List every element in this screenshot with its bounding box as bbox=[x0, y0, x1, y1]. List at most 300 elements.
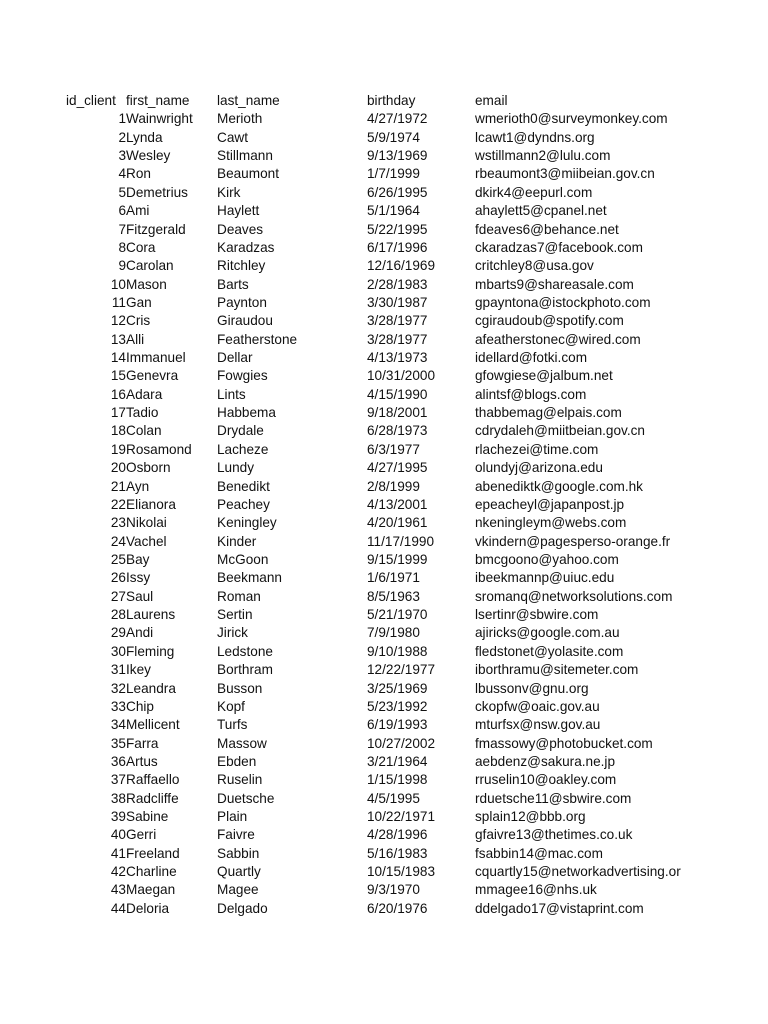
table-row bbox=[66, 331, 705, 349]
table-row bbox=[66, 716, 705, 734]
cell-id-value: 42 bbox=[110, 864, 126, 880]
cell-id-client bbox=[66, 808, 126, 826]
cell-email: olundyj@arizona.edu bbox=[475, 460, 603, 476]
table-row bbox=[66, 900, 705, 918]
cell-first-name: Chip bbox=[126, 698, 154, 714]
cell-id-client bbox=[66, 514, 126, 532]
cell-id-value: 36 bbox=[110, 753, 126, 769]
table-row bbox=[66, 184, 705, 202]
cell-id-client bbox=[66, 459, 126, 477]
cell-id-value: 2 bbox=[118, 129, 126, 145]
cell-email: nkeningleym@webs.com bbox=[475, 515, 627, 531]
cell-id-value: 34 bbox=[110, 717, 126, 733]
table-row bbox=[66, 221, 705, 239]
cell-id-client bbox=[66, 716, 126, 734]
cell-birthday: 6/26/1995 bbox=[367, 184, 428, 200]
cell-first-name: Rosamond bbox=[126, 441, 192, 457]
cell-id-client bbox=[66, 533, 126, 551]
cell-id-value: 16 bbox=[110, 386, 126, 402]
cell-email: ddelgado17@vistaprint.com bbox=[475, 900, 644, 916]
cell-first-name: Ikey bbox=[126, 662, 151, 678]
cell-first-name: Adara bbox=[126, 386, 163, 402]
cell-id-value: 21 bbox=[110, 478, 126, 494]
cell-id-client bbox=[66, 698, 126, 716]
cell-id-client bbox=[66, 863, 126, 881]
cell-email: splain12@bbb.org bbox=[475, 809, 586, 825]
cell-id-value: 35 bbox=[110, 735, 126, 751]
table-row bbox=[66, 863, 705, 881]
cell-email: fmassowy@photobucket.com bbox=[475, 735, 653, 751]
cell-id-client bbox=[66, 826, 126, 844]
cell-id-client bbox=[66, 441, 126, 459]
cell-last-name: Turfs bbox=[217, 717, 248, 733]
table-row bbox=[66, 441, 705, 459]
table-header-row bbox=[66, 92, 705, 110]
cell-birthday: 3/30/1987 bbox=[367, 294, 428, 310]
table-row bbox=[66, 386, 705, 404]
cell-birthday: 1/15/1998 bbox=[367, 772, 428, 788]
cell-email: lsertinr@sbwire.com bbox=[475, 607, 599, 623]
cell-first-name: Bay bbox=[126, 551, 150, 567]
cell-first-name: Cora bbox=[126, 239, 156, 255]
table-row bbox=[66, 845, 705, 863]
cell-last-name: Lundy bbox=[217, 460, 255, 476]
cell-last-name: Duetsche bbox=[217, 790, 275, 806]
cell-birthday: 7/9/1980 bbox=[367, 625, 420, 641]
cell-id-value: 17 bbox=[110, 405, 126, 421]
cell-last-name: Drydale bbox=[217, 423, 264, 439]
table-row bbox=[66, 129, 705, 147]
cell-first-name: Genevra bbox=[126, 368, 179, 384]
cell-birthday: 4/28/1996 bbox=[367, 827, 428, 843]
cell-first-name: Osborn bbox=[126, 460, 171, 476]
cell-birthday: 6/3/1977 bbox=[367, 441, 420, 457]
cell-email: vkindern@pagesperso-orange.fr bbox=[475, 533, 671, 549]
table-row bbox=[66, 790, 705, 808]
cell-last-name: Haylett bbox=[217, 203, 260, 219]
cell-first-name: Alli bbox=[126, 331, 145, 347]
header-last-name: last_name bbox=[217, 93, 280, 108]
cell-birthday: 5/23/1992 bbox=[367, 698, 428, 714]
cell-email: ckopfw@oaic.gov.au bbox=[475, 698, 600, 714]
cell-id-value: 29 bbox=[110, 625, 126, 641]
cell-birthday: 2/28/1983 bbox=[367, 276, 428, 292]
cell-last-name: Ruselin bbox=[217, 772, 263, 788]
cell-last-name: Stillmann bbox=[217, 148, 273, 164]
table-row bbox=[66, 349, 705, 367]
cell-email: wmerioth0@surveymonkey.com bbox=[475, 111, 668, 127]
cell-id-client bbox=[66, 331, 126, 349]
cell-id-client bbox=[66, 845, 126, 863]
table-row bbox=[66, 808, 705, 826]
cell-id-value: 12 bbox=[110, 313, 126, 329]
cell-last-name: Barts bbox=[217, 276, 249, 292]
cell-id-value: 15 bbox=[110, 368, 126, 384]
table-row bbox=[66, 422, 705, 440]
table-row bbox=[66, 496, 705, 514]
cell-last-name: Lacheze bbox=[217, 441, 269, 457]
cell-id-client bbox=[66, 129, 126, 147]
cell-birthday: 5/9/1974 bbox=[367, 129, 420, 145]
cell-last-name: Magee bbox=[217, 882, 259, 898]
cell-first-name: Nikolai bbox=[126, 515, 167, 531]
cell-last-name: Kinder bbox=[217, 533, 257, 549]
cell-first-name: Artus bbox=[126, 753, 158, 769]
cell-first-name: Sabine bbox=[126, 809, 169, 825]
cell-id-client bbox=[66, 165, 126, 183]
cell-last-name: Peachey bbox=[217, 496, 270, 512]
cell-first-name: Leandra bbox=[126, 680, 176, 696]
cell-birthday: 8/5/1963 bbox=[367, 588, 420, 604]
cell-last-name: Quartly bbox=[217, 864, 261, 880]
cell-id-value: 14 bbox=[110, 350, 126, 366]
cell-id-client bbox=[66, 110, 126, 128]
cell-id-value: 37 bbox=[110, 772, 126, 788]
cell-email: wstillmann2@lulu.com bbox=[475, 148, 611, 164]
cell-id-client bbox=[66, 790, 126, 808]
cell-id-value: 30 bbox=[110, 643, 126, 659]
cell-last-name: Sertin bbox=[217, 607, 253, 623]
cell-id-client bbox=[66, 771, 126, 789]
cell-id-value: 28 bbox=[110, 607, 126, 623]
cell-id-client bbox=[66, 422, 126, 440]
cell-first-name: Immanuel bbox=[126, 350, 186, 366]
cell-id-value: 43 bbox=[110, 882, 126, 898]
cell-id-value: 11 bbox=[111, 294, 126, 310]
cell-birthday: 6/19/1993 bbox=[367, 717, 428, 733]
cell-id-value: 13 bbox=[110, 331, 126, 347]
cell-last-name: Keningley bbox=[217, 515, 277, 531]
cell-id-client bbox=[66, 239, 126, 257]
cell-email: ckaradzas7@facebook.com bbox=[475, 239, 643, 255]
cell-id-value: 6 bbox=[118, 203, 126, 219]
table-row bbox=[66, 551, 705, 569]
cell-last-name: Beaumont bbox=[217, 166, 279, 182]
cell-last-name: Fowgies bbox=[217, 368, 268, 384]
cell-birthday: 4/13/1973 bbox=[367, 350, 428, 366]
table-row bbox=[66, 294, 705, 312]
cell-id-value: 18 bbox=[110, 423, 126, 439]
cell-last-name: Deaves bbox=[217, 221, 264, 237]
cell-id-client bbox=[66, 276, 126, 294]
cell-id-client bbox=[66, 735, 126, 753]
cell-last-name: Giraudou bbox=[217, 313, 273, 329]
cell-id-value: 31 bbox=[110, 662, 126, 678]
cell-id-value: 20 bbox=[110, 460, 126, 476]
cell-birthday: 5/16/1983 bbox=[367, 845, 428, 861]
cell-birthday: 2/8/1999 bbox=[367, 478, 420, 494]
cell-birthday: 6/28/1973 bbox=[367, 423, 428, 439]
cell-first-name: Gerri bbox=[126, 827, 157, 843]
cell-email: lbussonv@gnu.org bbox=[475, 680, 589, 696]
cell-last-name: Cawt bbox=[217, 129, 248, 145]
cell-birthday: 10/27/2002 bbox=[367, 735, 436, 751]
cell-id-value: 5 bbox=[118, 184, 126, 200]
cell-id-value: 7 bbox=[118, 221, 126, 237]
cell-birthday: 9/13/1969 bbox=[367, 148, 428, 164]
cell-first-name: Mason bbox=[126, 276, 167, 292]
cell-id-value: 26 bbox=[110, 570, 126, 586]
cell-id-client bbox=[66, 624, 126, 642]
cell-first-name: Vachel bbox=[126, 533, 167, 549]
cell-last-name: Massow bbox=[217, 735, 267, 751]
cell-first-name: Radcliffe bbox=[126, 790, 179, 806]
table-row bbox=[66, 588, 705, 606]
cell-id-client bbox=[66, 680, 126, 698]
cell-last-name: Borthram bbox=[217, 662, 273, 678]
cell-last-name: Paynton bbox=[217, 294, 267, 310]
cell-last-name: Kopf bbox=[217, 698, 245, 714]
table-row bbox=[66, 826, 705, 844]
cell-last-name: Ebden bbox=[217, 753, 257, 769]
cell-id-value: 25 bbox=[110, 551, 126, 567]
cell-birthday: 5/1/1964 bbox=[367, 203, 420, 219]
cell-first-name: Tadio bbox=[126, 405, 159, 421]
cell-first-name: Deloria bbox=[126, 900, 170, 916]
cell-id-client bbox=[66, 349, 126, 367]
cell-email: ibeekmannp@uiuc.edu bbox=[475, 570, 615, 586]
table-row bbox=[66, 202, 705, 220]
cell-birthday: 3/28/1977 bbox=[367, 313, 428, 329]
table-row bbox=[66, 147, 705, 165]
cell-id-value: 4 bbox=[118, 166, 126, 182]
cell-email: fledstonet@yolasite.com bbox=[475, 643, 624, 659]
cell-id-value: 39 bbox=[110, 809, 126, 825]
cell-last-name: Dellar bbox=[217, 350, 253, 366]
cell-id-value: 40 bbox=[110, 827, 126, 843]
table-row bbox=[66, 881, 705, 899]
cell-id-value: 1 bbox=[118, 111, 126, 127]
cell-birthday: 12/16/1969 bbox=[367, 258, 436, 274]
cell-first-name: Saul bbox=[126, 588, 154, 604]
cell-email: bmcgoono@yahoo.com bbox=[475, 551, 619, 567]
table-row bbox=[66, 257, 705, 275]
cell-email: cdrydaleh@miitbeian.gov.cn bbox=[475, 423, 645, 439]
cell-last-name: McGoon bbox=[217, 551, 269, 567]
cell-last-name: Roman bbox=[217, 588, 261, 604]
cell-email: mturfsx@nsw.gov.au bbox=[475, 717, 601, 733]
cell-id-client bbox=[66, 184, 126, 202]
cell-id-client bbox=[66, 202, 126, 220]
cell-first-name: Carolan bbox=[126, 258, 174, 274]
cell-id-client bbox=[66, 221, 126, 239]
cell-first-name: Charline bbox=[126, 864, 177, 880]
cell-birthday: 10/31/2000 bbox=[367, 368, 436, 384]
table-row bbox=[66, 680, 705, 698]
cell-first-name: Elianora bbox=[126, 496, 176, 512]
cell-email: cgiraudoub@spotify.com bbox=[475, 313, 624, 329]
cell-email: mbarts9@shareasale.com bbox=[475, 276, 634, 292]
cell-email: idellard@fotki.com bbox=[475, 350, 588, 366]
table-row bbox=[66, 643, 705, 661]
cell-email: gpayntona@istockphoto.com bbox=[475, 294, 651, 310]
cell-id-value: 33 bbox=[110, 698, 126, 714]
cell-birthday: 9/10/1988 bbox=[367, 643, 428, 659]
cell-last-name: Lints bbox=[217, 386, 246, 402]
cell-birthday: 1/7/1999 bbox=[367, 166, 420, 182]
cell-id-client bbox=[66, 606, 126, 624]
cell-id-client bbox=[66, 386, 126, 404]
cell-last-name: Delgado bbox=[217, 900, 268, 916]
cell-id-value: 10 bbox=[110, 276, 126, 292]
cell-last-name: Plain bbox=[217, 809, 248, 825]
cell-last-name: Benedikt bbox=[217, 478, 270, 494]
cell-first-name: Ami bbox=[126, 203, 150, 219]
cell-birthday: 4/15/1990 bbox=[367, 386, 428, 402]
cell-email: fsabbin14@mac.com bbox=[475, 845, 603, 861]
cell-first-name: Demetrius bbox=[126, 184, 188, 200]
header-first-name: first_name bbox=[126, 93, 190, 108]
cell-last-name: Sabbin bbox=[217, 845, 260, 861]
header-id-client: id_client bbox=[66, 93, 116, 108]
cell-last-name: Busson bbox=[217, 680, 263, 696]
cell-id-client bbox=[66, 588, 126, 606]
cell-id-client bbox=[66, 661, 126, 679]
cell-email: critchley8@usa.gov bbox=[475, 258, 594, 274]
table-row bbox=[66, 698, 705, 716]
table-row bbox=[66, 771, 705, 789]
cell-id-value: 19 bbox=[110, 441, 126, 457]
cell-email: alintsf@blogs.com bbox=[475, 386, 587, 402]
cell-birthday: 6/20/1976 bbox=[367, 900, 428, 916]
cell-id-client bbox=[66, 257, 126, 275]
cell-first-name: Issy bbox=[126, 570, 151, 586]
cell-birthday: 4/20/1961 bbox=[367, 515, 428, 531]
cell-email: rbeaumont3@miibeian.gov.cn bbox=[475, 166, 655, 182]
cell-email: mmagee16@nhs.uk bbox=[475, 882, 597, 898]
cell-email: rlachezei@time.com bbox=[475, 441, 599, 457]
cell-last-name: Jirick bbox=[217, 625, 248, 641]
cell-id-client bbox=[66, 881, 126, 899]
cell-id-client bbox=[66, 367, 126, 385]
table-row bbox=[66, 753, 705, 771]
cell-birthday: 11/17/1990 bbox=[367, 533, 435, 549]
table-row bbox=[66, 404, 705, 422]
cell-last-name: Kirk bbox=[217, 184, 241, 200]
cell-id-client bbox=[66, 478, 126, 496]
cell-id-value: 41 bbox=[110, 845, 126, 861]
cell-first-name: Fitzgerald bbox=[126, 221, 186, 237]
table-body bbox=[66, 110, 705, 918]
cell-birthday: 3/25/1969 bbox=[367, 680, 428, 696]
cell-birthday: 5/22/1995 bbox=[367, 221, 428, 237]
cell-birthday: 3/28/1977 bbox=[367, 331, 428, 347]
cell-email: cquartly15@networkadvertising.or bbox=[475, 864, 681, 880]
cell-birthday: 9/15/1999 bbox=[367, 551, 428, 567]
cell-last-name: Habbema bbox=[217, 405, 276, 421]
cell-first-name: Ayn bbox=[126, 478, 150, 494]
table-row bbox=[66, 478, 705, 496]
cell-first-name: Wesley bbox=[126, 148, 171, 164]
cell-id-value: 8 bbox=[118, 239, 126, 255]
cell-first-name: Gan bbox=[126, 294, 152, 310]
table-row bbox=[66, 165, 705, 183]
cell-birthday: 5/21/1970 bbox=[367, 607, 428, 623]
cell-id-value: 27 bbox=[110, 588, 126, 604]
cell-id-client bbox=[66, 569, 126, 587]
cell-id-value: 38 bbox=[110, 790, 126, 806]
cell-first-name: Farra bbox=[126, 735, 159, 751]
cell-email: sromanq@networksolutions.com bbox=[475, 588, 673, 604]
cell-id-client bbox=[66, 753, 126, 771]
cell-email: gfaivre13@thetimes.co.uk bbox=[475, 827, 633, 843]
cell-id-value: 23 bbox=[110, 515, 126, 531]
cell-last-name: Merioth bbox=[217, 111, 263, 127]
cell-email: rruselin10@oakley.com bbox=[475, 772, 617, 788]
cell-email: aebdenz@sakura.ne.jp bbox=[475, 753, 616, 769]
table-row bbox=[66, 239, 705, 257]
cell-email: gfowgiese@jalbum.net bbox=[475, 368, 613, 384]
cell-first-name: Lynda bbox=[126, 129, 163, 145]
table-row bbox=[66, 110, 705, 128]
table-row bbox=[66, 533, 705, 551]
cell-first-name: Laurens bbox=[126, 607, 176, 623]
cell-email: ajiricks@google.com.au bbox=[475, 625, 620, 641]
cell-first-name: Mellicent bbox=[126, 717, 180, 733]
cell-first-name: Cris bbox=[126, 313, 151, 329]
cell-id-value: 24 bbox=[110, 533, 126, 549]
cell-birthday: 9/3/1970 bbox=[367, 882, 420, 898]
cell-first-name: Wainwright bbox=[126, 111, 193, 127]
cell-birthday: 4/27/1995 bbox=[367, 460, 428, 476]
cell-first-name: Maegan bbox=[126, 882, 176, 898]
table-row bbox=[66, 312, 705, 330]
table-row bbox=[66, 367, 705, 385]
cell-id-client bbox=[66, 643, 126, 661]
cell-id-value: 22 bbox=[110, 496, 126, 512]
cell-id-client bbox=[66, 312, 126, 330]
cell-id-value: 9 bbox=[118, 258, 126, 274]
cell-first-name: Ron bbox=[126, 166, 151, 182]
cell-id-value: 32 bbox=[110, 680, 126, 696]
cell-birthday: 12/22/1977 bbox=[367, 662, 436, 678]
cell-email: dkirk4@eepurl.com bbox=[475, 184, 593, 200]
cell-id-client bbox=[66, 147, 126, 165]
cell-birthday: 4/27/1972 bbox=[367, 111, 428, 127]
cell-birthday: 1/6/1971 bbox=[367, 570, 420, 586]
cell-first-name: Andi bbox=[126, 625, 154, 641]
cell-id-client bbox=[66, 294, 126, 312]
table-row bbox=[66, 606, 705, 624]
cell-birthday: 9/18/2001 bbox=[367, 405, 428, 421]
cell-birthday: 4/5/1995 bbox=[367, 790, 420, 806]
cell-birthday: 6/17/1996 bbox=[367, 239, 428, 255]
cell-first-name: Colan bbox=[126, 423, 162, 439]
cell-email: rduetsche11@sbwire.com bbox=[475, 790, 632, 806]
cell-email: epeacheyl@japanpost.jp bbox=[475, 496, 625, 512]
table-row bbox=[66, 514, 705, 532]
table-row bbox=[66, 661, 705, 679]
cell-email: lcawt1@dyndns.org bbox=[475, 129, 595, 145]
cell-last-name: Ledstone bbox=[217, 643, 273, 659]
cell-birthday: 10/15/1983 bbox=[367, 864, 436, 880]
cell-first-name: Fleming bbox=[126, 643, 175, 659]
cell-email: fdeaves6@behance.net bbox=[475, 221, 619, 237]
header-birthday: birthday bbox=[367, 93, 416, 108]
cell-last-name: Featherstone bbox=[217, 331, 298, 347]
cell-id-value: 3 bbox=[118, 148, 126, 164]
cell-id-client bbox=[66, 900, 126, 918]
cell-email: iborthramu@sitemeter.com bbox=[475, 662, 639, 678]
table-row bbox=[66, 276, 705, 294]
header-email: email bbox=[475, 93, 508, 108]
cell-first-name: Freeland bbox=[126, 845, 180, 861]
cell-birthday: 4/13/2001 bbox=[367, 496, 428, 512]
cell-first-name: Raffaello bbox=[126, 772, 180, 788]
cell-id-client bbox=[66, 496, 126, 514]
table-row bbox=[66, 624, 705, 642]
cell-last-name: Karadzas bbox=[217, 239, 275, 255]
